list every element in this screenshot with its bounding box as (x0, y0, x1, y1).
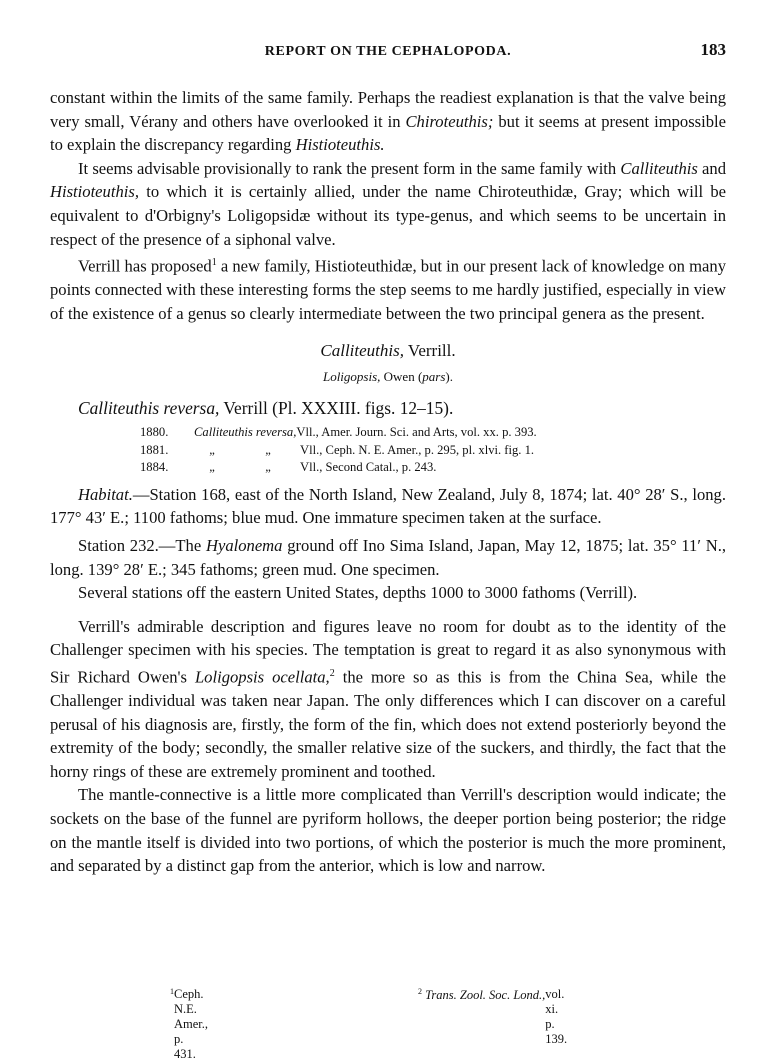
paragraph-3: Verrill has proposed$^1$ a new family, Histioteuthidæ, but in our present lack of knowledge on many points connected with these interesting forms the step seems to me hardly justified, especially in view of the existence of a genus so clearly intermediate between the two principal genera as the present. (50, 256, 727, 323)
paragraph-2: It seems advisable provisionally to rank the present form in the same family with Calliteuthis and Histioteuthis, to which it is certainly allied, under the name Chiroteuthidæ, Gray; which will be equivalent to d'Orbigny's Loligopsidæ without its type-genus, and which seems to be uncertain in respect of the presence of a siphonal valve. (50, 158, 727, 249)
reference-row: 1881. „ „ Vll., Ceph. N. E. Amer., p. 295, pl. xlvi. fig. 1. (140, 442, 535, 457)
habitat-station-232: Station 232.—The Hyalonema ground off Ino Sima Island, Japan, May 12, 1875; lat. 35° 11′ N., long. 139° 28′ E.; 345 fathoms; green mud. One specimen. (50, 535, 726, 579)
species-heading: Calliteuthis reversa, Verrill (Pl. XXXIII. figs. 12–15). (78, 397, 454, 418)
reference-row: 1880. Calliteuthis reversa, Vll., Amer. Journ. Sci. and Arts, vol. xx. p. 393. (140, 425, 537, 440)
body-text (50, 86, 726, 878)
paragraph-1: constant within the limits of the same family. Perhaps the readiest explanation is that the valve being very small, Vérany and others have overlooked it in Chiroteuthis; but it seems at present impossible to explain the discrepancy regarding Histioteuthis. (50, 88, 726, 155)
page-number: 183 (700, 40, 726, 59)
discussion-paragraph-2: The mantle-connective is a little more complicated than Verrill's description would indicate; the sockets on the base of the funnel are pyriform hollows, the deeper portion being posterior; the ridge on the mantle itself is divided into two portions, of which the posterior is much the more prominent, and separated by a distinct gap from the anterior, which is low and narrow. (50, 785, 726, 876)
habitat-paragraph: Habitat.—Station 168, east of the North Island, New Zealand, July 8, 1874; lat. 40° 28′ S., long. 177° 43′ E.; 1100 fathoms; blue mud. One immature specimen taken at the surface. (50, 484, 726, 528)
discussion-paragraph-1: Verrill's admirable description and figures leave no room for doubt as to the identity of the Challenger specimen with his species. The temptation is great to regard it as also synonymous with Sir Richard Owen's Loligopsis ocellata,$^2$ the more so as this is from the China Sea, while the Challenger individual was taken near Japan. The only differences which I can discover on a careful perusal of his diagnosis are, firstly, the form of the fin, which does not extend posteriorly beyond the extremity of the body; secondly, the smaller relative size of the suckers, and thirdly, the fact that the horny rings of these are extremely prominent and toothed. (50, 616, 726, 781)
reference-row: 1884. „ „ Vll., Second Catal., p. 243. (140, 460, 437, 475)
footnote-2: $^2$ Trans. Zool. Soc. Lond., vol. xi. p. 139. (418, 987, 568, 1046)
footnote-ref-2: 2 (329, 667, 335, 679)
footnote-1: $^1$ Ceph. N.E. Amer., p. 431. (170, 987, 209, 1061)
habitat-other-stations: Several stations off the eastern United States, depths 1000 to 3000 fathoms (Verrill). (78, 583, 638, 603)
footnote-ref-1: 1 (211, 257, 217, 269)
genus-synonym: Loligopsis, Owen (pars). (322, 369, 454, 385)
running-header (50, 40, 726, 64)
running-title: REPORT ON THE CEPHALOPODA. (264, 44, 512, 59)
genus-heading: Calliteuthis, Verrill. (320, 341, 456, 361)
synonymy-list (140, 424, 726, 477)
